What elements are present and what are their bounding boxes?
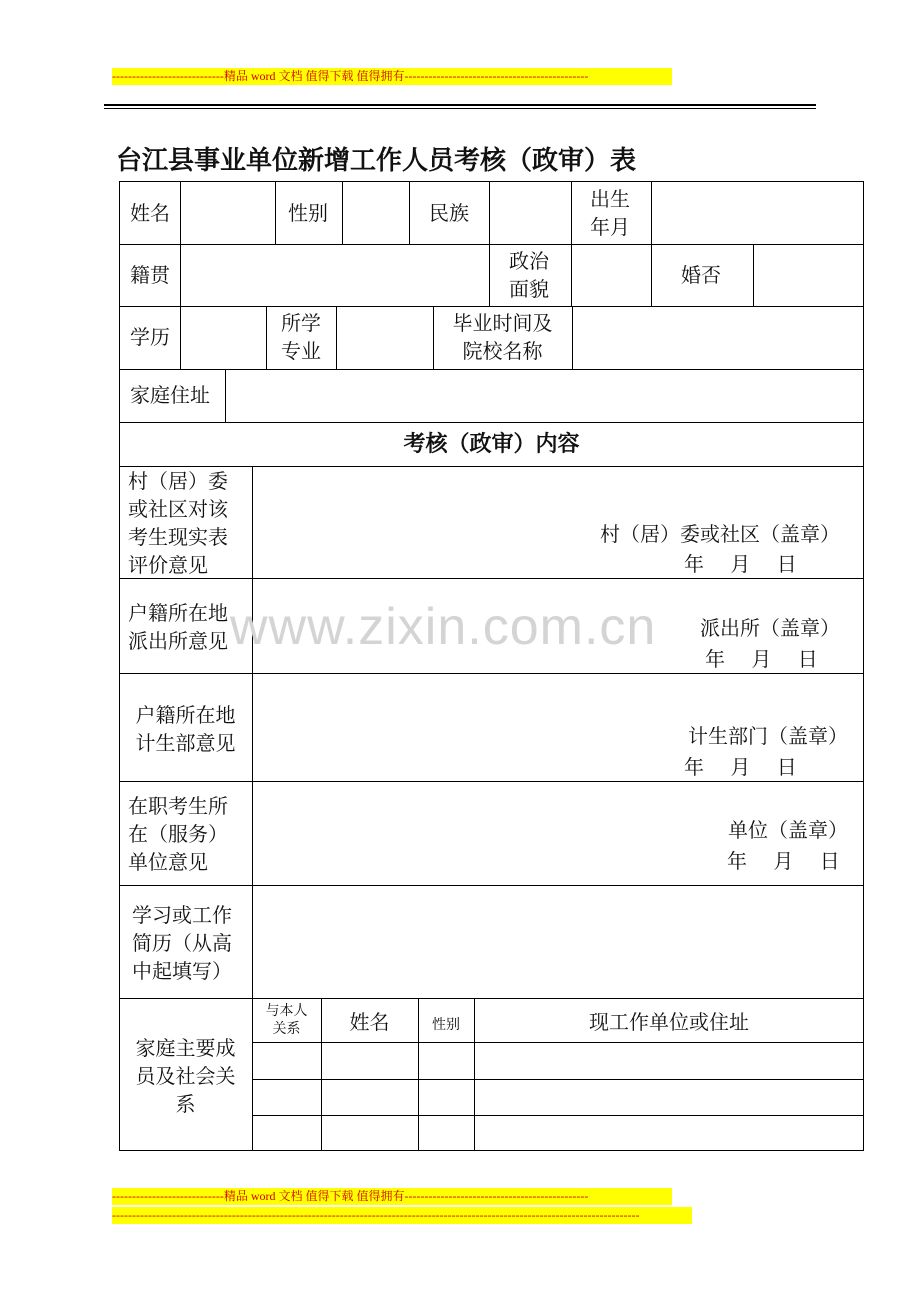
col-divider [336,306,337,369]
col-divider [275,181,276,244]
col-header-gender: 性别 [432,1017,460,1033]
stamp-text: 单位（盖章） [728,818,848,842]
col-divider [252,466,253,1151]
label-address: 家庭住址 [130,383,210,407]
bottom-banner-dashes: ------------------------------------------------------------------------------------------------------------------------------------ [112,1207,692,1224]
header-rule [104,104,816,109]
section-title: 考核（政审）内容 [403,432,580,457]
stamp-text: 派出所（盖章） [700,616,840,640]
row-divider [119,885,864,886]
col-divider [342,181,343,244]
row-divider [119,369,864,370]
col-divider [180,306,181,369]
stamp-text: 计生部门（盖章） [688,724,848,748]
top-banner: ----------------------------精品 word 文档 值得下载 值得拥有---------------------------------------------- [112,68,672,85]
stamp-text: 村（居）委或社区（盖章） [600,522,840,546]
row-divider [119,998,864,999]
row-divider [119,578,864,579]
col-divider [753,244,754,306]
col-header-relation: 与本人 关系 [265,1003,308,1037]
label-native-place: 籍贯 [130,263,170,287]
row-divider [119,781,864,782]
label-resume: 学习或工作 简历（从高 中起填写） [132,903,232,983]
col-divider [180,181,181,244]
col-divider [651,181,652,244]
label-major: 所学 专业 [281,311,321,363]
label-marital: 婚否 [681,263,721,287]
date-text: 年 月 日 [684,755,797,779]
label-family-planning-opinion: 户籍所在地 计生部意见 [135,703,236,755]
col-divider [572,306,573,369]
col-divider [651,244,652,306]
col-header-workplace: 现工作单位或住址 [589,1010,749,1034]
col-divider [489,244,490,306]
col-header-name: 姓名 [349,1010,390,1034]
col-divider [571,244,572,306]
col-divider [266,306,267,369]
family-row-divider [252,1042,864,1043]
label-community-opinion: 村（居）委 或社区对该 考生现实表 评价意见 [128,469,228,577]
label-employer-opinion: 在职考生所 在（服务） 单位意见 [128,794,228,874]
col-divider [571,181,572,244]
label-political-status: 政治 面貌 [509,249,549,301]
label-family: 家庭主要成 员及社会关 系 [135,1036,236,1116]
watermark: www.zixin.com.cn [230,598,657,656]
label-police-opinion: 户籍所在地 派出所意见 [128,601,228,653]
family-row-divider [252,1079,864,1080]
bottom-banner: ----------------------------精品 word 文档 值得下载 值得拥有---------------------------------------------- [112,1188,672,1205]
label-graduation: 毕业时间及 院校名称 [452,311,553,363]
label-name: 姓名 [130,201,170,225]
label-education: 学历 [130,325,170,349]
page-title: 台江县事业单位新增工作人员考核（政审）表 [116,146,637,176]
label-ethnicity: 民族 [429,201,469,225]
date-text: 年 月 日 [727,849,840,873]
col-divider [489,181,490,244]
label-birth: 出生 年月 [590,187,630,239]
date-text: 年 月 日 [705,647,818,671]
label-gender: 性别 [288,201,328,225]
row-divider [119,673,864,674]
date-text: 年 月 日 [684,552,797,576]
row-divider [119,306,864,307]
col-divider [180,244,181,306]
col-divider [225,369,226,422]
family-row-divider [252,1115,864,1116]
col-divider [409,181,410,244]
